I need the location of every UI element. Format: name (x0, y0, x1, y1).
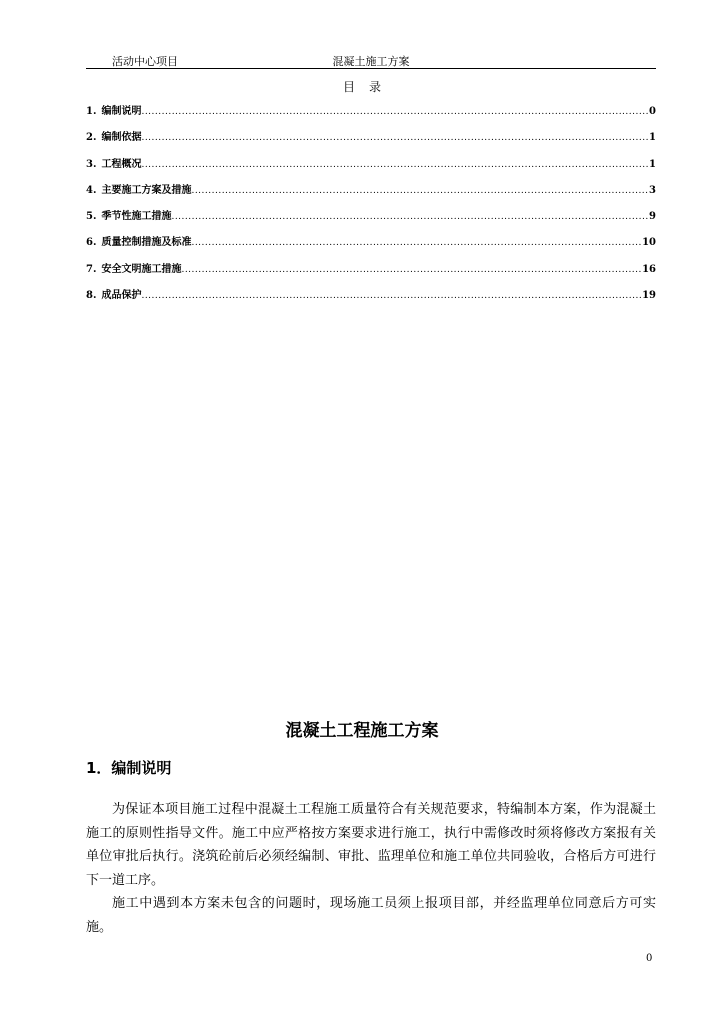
document-title: 混凝土工程施工方案 (285, 721, 439, 741)
header-document-title: 混凝土施工方案 (332, 55, 410, 68)
toc-item[interactable] (86, 155, 656, 181)
toc-item-number: 7. (86, 263, 97, 275)
toc-item-page: 16 (642, 263, 656, 275)
toc-item-label: 工程概况 (101, 158, 142, 170)
table-of-contents (86, 102, 656, 312)
toc-item-page: 1 (649, 132, 656, 144)
toc-item-label: 编制说明 (101, 106, 142, 117)
header-project-name: 活动中心项目 (112, 55, 178, 68)
toc-item[interactable] (86, 233, 656, 259)
body-paragraph: 施工中遇到本方案未包含的问题时，现场施工员须上报项目部，并经监理单位同意后方可实施。 (86, 896, 656, 935)
section-heading: 1．编制说明 (86, 759, 172, 777)
section-body (86, 798, 656, 940)
toc-item-number: 4. (86, 184, 97, 196)
toc-item-number: 1. (86, 106, 97, 117)
toc-item-label: 季节性施工措施 (101, 211, 172, 223)
toc-item-number: 6. (86, 237, 97, 249)
toc-item-number: 8. (86, 290, 97, 302)
toc-item[interactable] (86, 207, 656, 233)
toc-item[interactable] (86, 128, 656, 154)
toc-leader-dots (141, 160, 649, 170)
page-number: 0 (646, 953, 653, 964)
toc-item-page: 9 (649, 211, 656, 223)
toc-item[interactable] (86, 260, 656, 286)
toc-item-number: 2. (86, 132, 97, 144)
toc-leader-dots (171, 212, 649, 222)
toc-item-label: 质量控制措施及标准 (101, 237, 192, 249)
toc-item-page: 1 (649, 158, 656, 170)
toc-item[interactable] (86, 286, 656, 312)
toc-leader-dots (191, 186, 649, 196)
toc-leader-dots (181, 265, 642, 275)
toc-leader-dots (191, 238, 642, 248)
toc-item-label: 安全文明施工措施 (101, 263, 182, 275)
body-paragraph: 为保证本项目施工过程中混凝土工程施工质量符合有关规范要求，特编制本方案，作为混凝土施工的原则性指导文件。施工中应严格按方案要求进行施工，执行中需修改时须将修改方案报有关单位审批后执行。浇筑砼前后必须经编制、审批、监理单位和施工单位共同验收，合格后方可进行下一道工序。 (86, 802, 656, 888)
toc-item-number: 5. (86, 211, 97, 223)
toc-item[interactable] (86, 181, 656, 207)
toc-item-label: 主要施工方案及措施 (101, 184, 192, 196)
page-header (86, 52, 656, 69)
toc-item-page: 19 (642, 290, 656, 302)
toc-leader-dots (141, 107, 649, 117)
toc-item-label: 编制依据 (101, 132, 142, 144)
toc-item-page: 0 (649, 106, 656, 117)
toc-item-label: 成品保护 (101, 290, 142, 302)
toc-title: 目录 (342, 80, 395, 94)
toc-item[interactable] (86, 102, 656, 128)
toc-leader-dots (141, 133, 649, 143)
toc-item-page: 10 (642, 237, 656, 249)
toc-item-number: 3. (86, 158, 97, 170)
toc-leader-dots (141, 291, 642, 301)
toc-item-page: 3 (649, 184, 656, 196)
